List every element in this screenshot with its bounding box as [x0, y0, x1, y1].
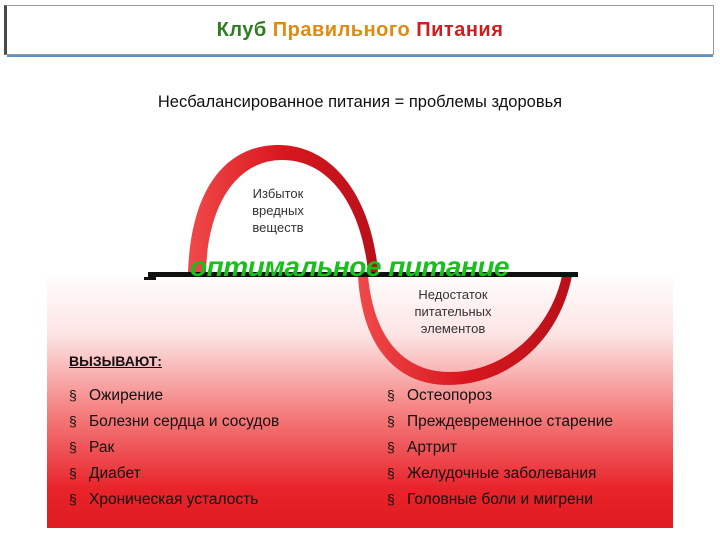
list-item-label: Головные боли и мигрени	[407, 491, 593, 508]
right-list	[387, 384, 613, 514]
list-item-label: Остеопороз	[407, 387, 493, 404]
title-word-club: Клуб	[216, 19, 267, 41]
list-item-label: Хроническая усталость	[89, 491, 259, 508]
list-item	[69, 384, 279, 410]
optimal-nutrition-label: оптимальное питание	[190, 251, 510, 282]
bullet-icon: §	[69, 491, 77, 507]
excess-label: Избыток вредных веществ	[252, 186, 304, 235]
bullet-icon: §	[69, 465, 77, 481]
bullet-icon: §	[387, 413, 395, 429]
list-item-label: Диабет	[89, 465, 141, 482]
list-item	[387, 488, 613, 514]
list-item	[387, 384, 613, 410]
bullet-icon: §	[387, 387, 395, 403]
list-item-label: Артрит	[407, 439, 458, 456]
list-item	[387, 410, 613, 436]
list-item-label: Болезни сердца и сосудов	[89, 413, 280, 430]
baseline-tick	[144, 277, 156, 280]
list-item-label: Ожирение	[89, 387, 164, 404]
list-item-label: Рак	[89, 439, 115, 456]
list-item-label: Желудочные заболевания	[407, 465, 597, 482]
bullet-icon: §	[387, 491, 395, 507]
list-item	[69, 436, 279, 462]
list-item	[387, 436, 613, 462]
list-item	[387, 462, 613, 488]
deficit-label: Недостаток питательных элементов	[414, 287, 492, 336]
title-word-correct: Правильного	[272, 19, 411, 41]
title-word-nutrition: Питания	[416, 19, 504, 41]
list-item-label: Преждевременное старение	[407, 413, 614, 430]
bullet-icon: §	[387, 465, 395, 481]
list-item	[69, 488, 279, 514]
bullet-icon: §	[69, 413, 77, 429]
causes-heading: ВЫЗЫВАЮТ:	[69, 353, 162, 369]
bullet-icon: §	[69, 387, 77, 403]
subtitle: Несбалансированное питания = проблемы здоровья	[157, 93, 563, 111]
list-item	[69, 462, 279, 488]
list-item	[69, 410, 279, 436]
left-list	[69, 384, 279, 514]
bullet-icon: §	[69, 439, 77, 455]
bullet-icon: §	[387, 439, 395, 455]
